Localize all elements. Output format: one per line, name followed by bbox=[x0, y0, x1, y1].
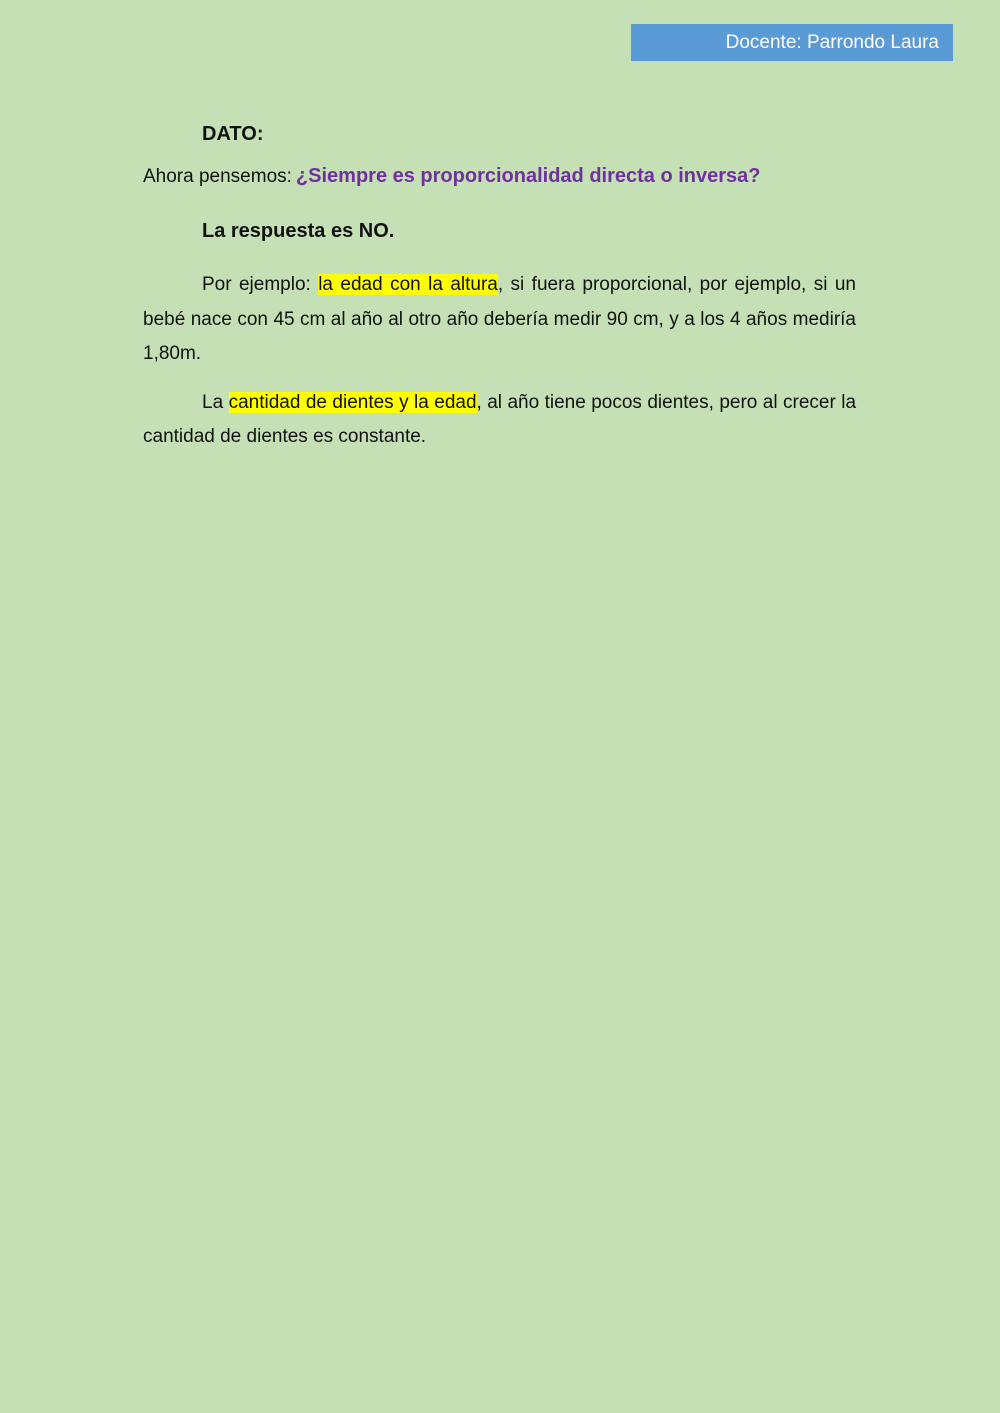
example-paragraph-teeth-age bbox=[143, 386, 856, 455]
document-body bbox=[143, 118, 856, 455]
answer-heading: La respuesta es NO. bbox=[202, 220, 395, 242]
highlight-age-height: la edad con la altura bbox=[318, 274, 498, 295]
paragraph2-intro: La bbox=[202, 391, 229, 413]
highlight-teeth-age: cantidad de dientes y la edad bbox=[228, 391, 477, 413]
example-paragraph-age-height bbox=[143, 268, 856, 372]
dato-heading: DATO: bbox=[202, 123, 264, 145]
proportionality-question: ¿Siempre es proporcionalidad directa o inversa? bbox=[295, 165, 761, 187]
paragraph2-body: , al año tiene pocos dientes, pero al crecer la cantidad de dientes es constante. bbox=[143, 391, 857, 447]
paragraph1-intro: Por ejemplo: bbox=[202, 274, 319, 295]
paragraph1-body: , si fuera proporcional, por ejemplo, si un bebé nace con 45 cm al año al otro año debería medir 90 cm, y a los 4 años mediría 1,80m. bbox=[143, 274, 856, 364]
think-prefix: Ahora pensemos: bbox=[143, 166, 292, 187]
think-line bbox=[143, 162, 856, 191]
teacher-badge: Docente: Parrondo Laura bbox=[631, 24, 953, 61]
